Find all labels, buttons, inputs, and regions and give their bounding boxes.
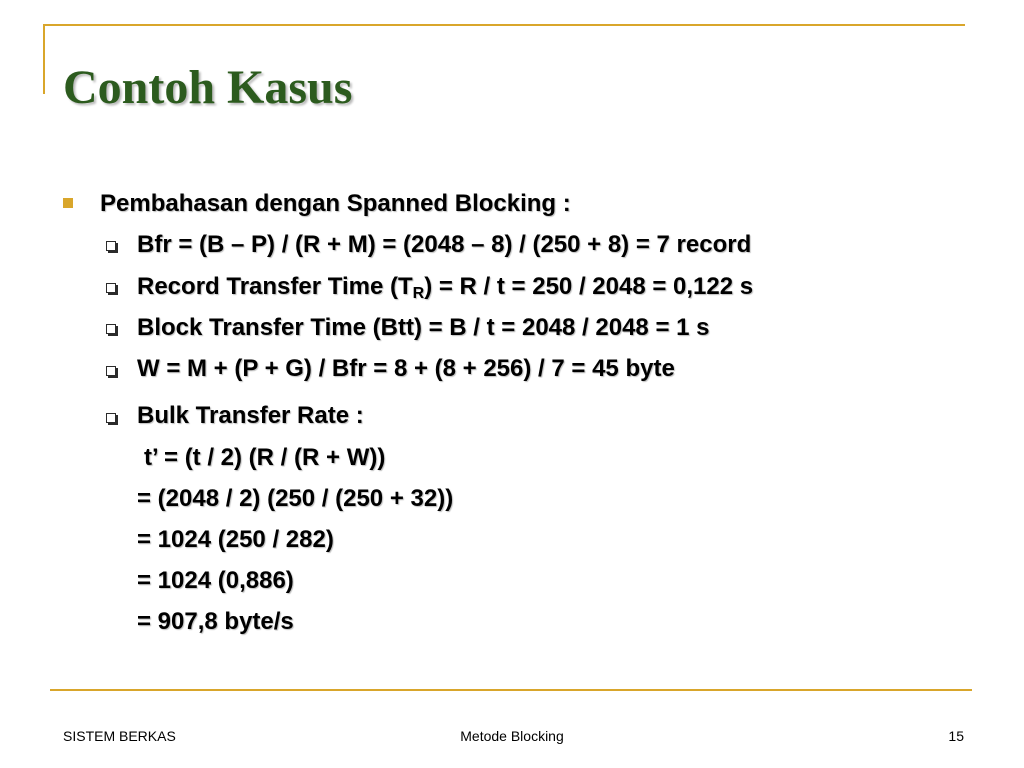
hollow-square-bullet-icon	[106, 324, 116, 334]
top-rule	[43, 24, 965, 26]
left-rule	[43, 24, 45, 94]
hollow-square-bullet-icon	[106, 366, 116, 376]
bulk-formula-line: = 1024 (0,886)	[137, 567, 294, 594]
footer-topic: Metode Blocking	[460, 728, 564, 744]
block-transfer-time: Block Transfer Time (Btt) = B / t = 2048 / 2048 = 1 s	[137, 314, 710, 341]
footer-rule	[50, 689, 972, 691]
page-number: 15	[948, 728, 964, 744]
hollow-square-bullet-icon	[106, 241, 116, 251]
bulk-formula-line: = (2048 / 2) (250 / (250 + 32))	[137, 485, 454, 512]
record-transfer-time	[137, 273, 754, 302]
square-bullet-icon	[63, 198, 73, 208]
record-transfer-time-suffix: ) = R / t = 250 / 2048 = 0,122 s	[424, 273, 754, 300]
bulk-formula-line: t’ = (t / 2) (R / (R + W))	[144, 444, 386, 471]
bulk-transfer-rate-label: Bulk Transfer Rate :	[137, 402, 364, 429]
main-bullet-text: Pembahasan dengan Spanned Blocking :	[100, 190, 571, 217]
slide-title: Contoh Kasus	[63, 61, 353, 114]
w-formula: W = M + (P + G) / Bfr = 8 + (8 + 256) / 7 = 45 byte	[137, 355, 675, 382]
bulk-formula-line: = 1024 (250 / 282)	[137, 526, 334, 553]
bfr-formula: Bfr = (B – P) / (R + M) = (2048 – 8) / (250 + 8) = 7 record	[137, 231, 752, 258]
hollow-square-bullet-icon	[106, 413, 116, 423]
hollow-square-bullet-icon	[106, 283, 116, 293]
record-transfer-time-subscript: R	[412, 285, 425, 302]
bulk-formula-line: = 907,8 byte/s	[137, 608, 294, 635]
record-transfer-time-prefix: Record Transfer Time (T	[137, 273, 413, 300]
footer-course-name: SISTEM BERKAS	[63, 728, 176, 744]
